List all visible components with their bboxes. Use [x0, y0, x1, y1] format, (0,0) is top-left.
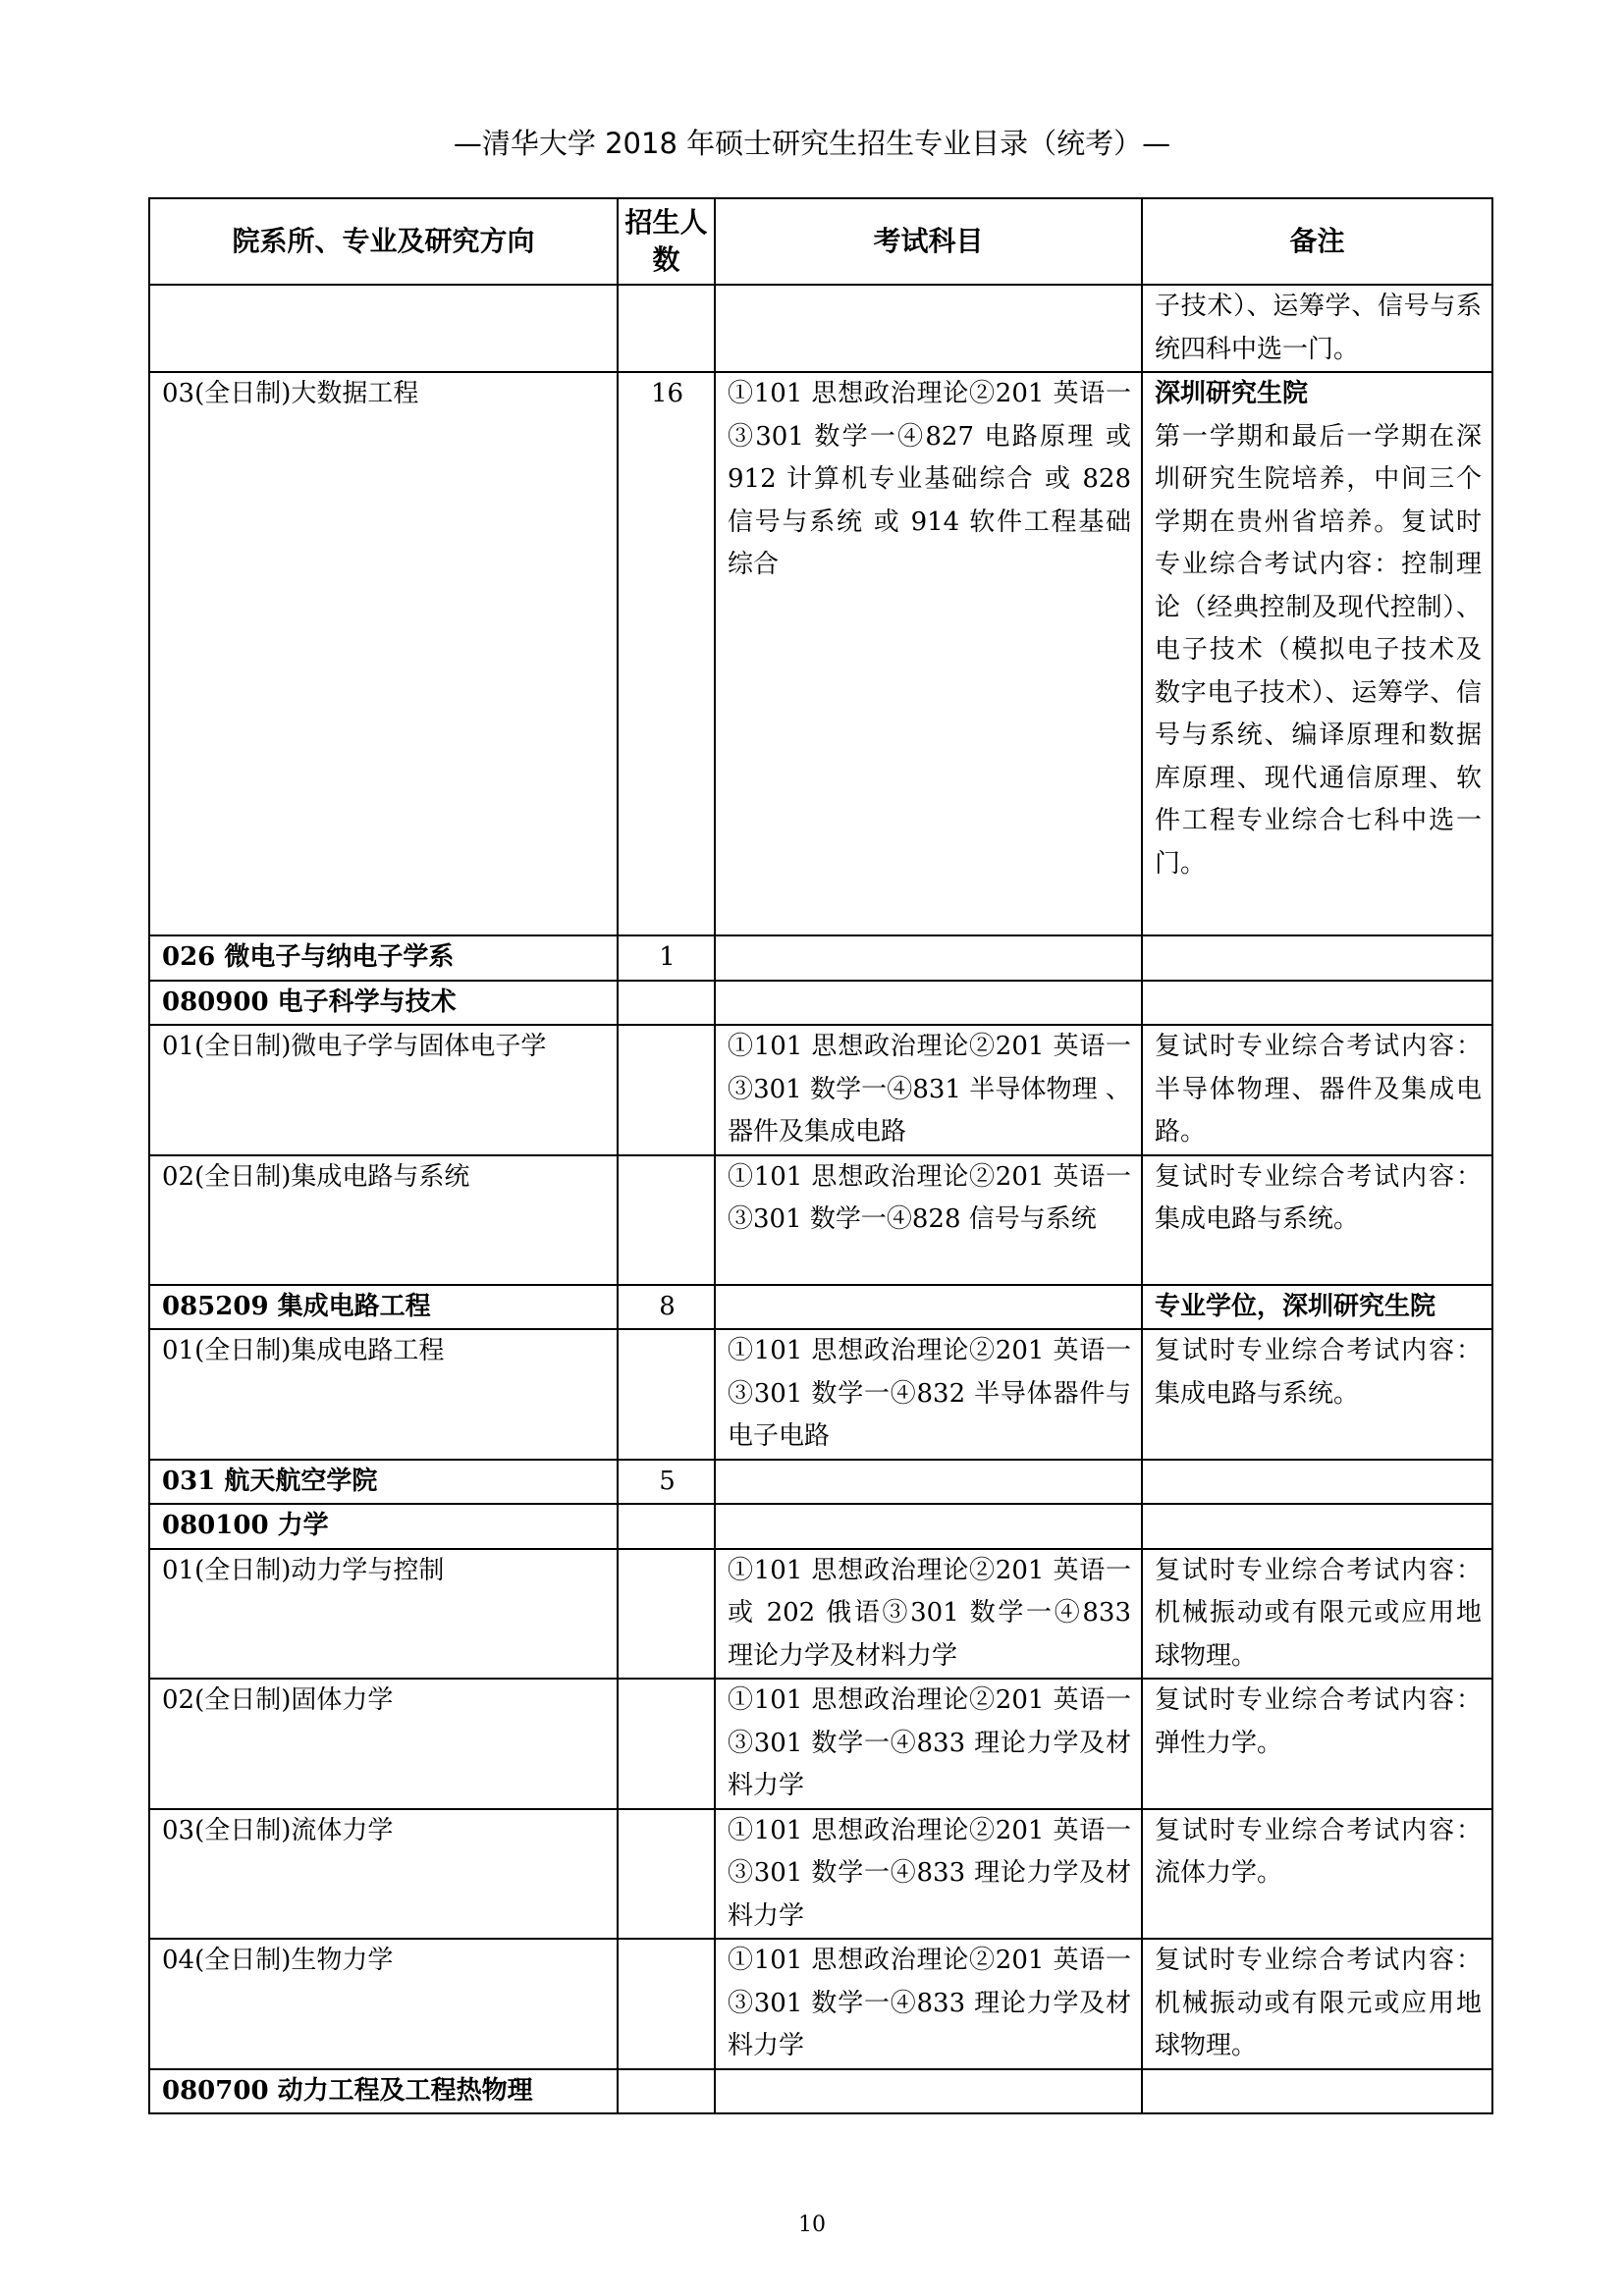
quota-cell	[618, 981, 715, 1026]
table-row	[149, 1549, 1492, 1680]
remark-text: 复试时专业综合考试内容：集成电路与系统。	[1155, 1336, 1482, 1409]
quota-cell: 8	[618, 1285, 715, 1330]
remark-title: 深圳研究生院	[1155, 379, 1309, 408]
remark-text: 第一学期和最后一学期在深圳研究生院培养，中间三个学期在贵州省培养。复试时专业综合考试内容：控制理论（经典控制及现代控制）、电子技术（模拟电子技术及数字电子技术）、运筹学、信号与系统、编译原理和数据库原理、现代通信原理、软件工程专业综合七科中选一门。	[1155, 421, 1482, 879]
exam-cell	[715, 2069, 1142, 2114]
department-cell: 03(全日制)大数据工程	[149, 372, 618, 935]
department-cell: 01(全日制)动力学与控制	[149, 1549, 618, 1680]
exam-cell: ①101 思想政治理论②201 英语一③301 数学一④833 理论力学及材料力学	[715, 1809, 1142, 1940]
remark-text: 复试时专业综合考试内容：集成电路与系统。	[1155, 1161, 1482, 1234]
quota-cell	[618, 1329, 715, 1460]
department-cell: 080700 动力工程及工程热物理	[149, 2069, 618, 2114]
remark-title: 专业学位，深圳研究生院	[1155, 1291, 1436, 1321]
department-cell: 01(全日制)集成电路工程	[149, 1329, 618, 1460]
remark-cell	[1142, 981, 1492, 1026]
exam-cell: ①101 思想政治理论②201 英语一③301 数学一④828 信号与系统	[715, 1155, 1142, 1285]
exam-cell	[715, 1460, 1142, 1505]
exam-cell: ①101 思想政治理论②201 英语一③301 数学一④832 半导体器件与电子电路	[715, 1329, 1142, 1460]
quota-cell	[618, 1549, 715, 1680]
remark-text: 复试时专业综合考试内容：弹性力学。	[1155, 1685, 1482, 1758]
exam-cell: ①101 思想政治理论②201 英语一③301 数学一④833 理论力学及材料力学	[715, 1679, 1142, 1809]
remark-text: 复试时专业综合考试内容：半导体物理、器件及集成电路。	[1155, 1032, 1482, 1147]
remark-cell	[1142, 1025, 1492, 1155]
remark-cell	[1142, 1460, 1492, 1505]
header-remarks: 备注	[1142, 198, 1492, 285]
remark-cell	[1142, 1285, 1492, 1330]
table-row	[149, 372, 1492, 935]
remark-cell	[1142, 1155, 1492, 1285]
remark-cell	[1142, 1809, 1492, 1940]
exam-cell	[715, 285, 1142, 372]
quota-cell	[618, 1504, 715, 1549]
table-row	[149, 1155, 1492, 1285]
table-row	[149, 1329, 1492, 1460]
department-cell: 080100 力学	[149, 1504, 618, 1549]
exam-cell: ①101 思想政治理论②201 英语一③301 数学一④827 电路原理 或 912 计算机专业基础综合 或 828 信号与系统 或 914 软件工程基础综合	[715, 372, 1142, 935]
department-cell: 04(全日制)生物力学	[149, 1939, 618, 2069]
remark-cell	[1142, 1504, 1492, 1549]
quota-cell	[618, 1809, 715, 1940]
exam-cell: ①101 思想政治理论②201 英语一③301 数学一④833 理论力学及材料力学	[715, 1939, 1142, 2069]
table-row	[149, 1679, 1492, 1809]
remark-cell	[1142, 935, 1492, 981]
department-cell: 03(全日制)流体力学	[149, 1809, 618, 1940]
table-row	[149, 981, 1492, 1026]
quota-cell: 16	[618, 372, 715, 935]
department-cell: 01(全日制)微电子学与固体电子学	[149, 1025, 618, 1155]
header-exam-subjects: 考试科目	[715, 198, 1142, 285]
table-row	[149, 285, 1492, 372]
department-cell: 02(全日制)固体力学	[149, 1679, 618, 1809]
quota-cell: 5	[618, 1460, 715, 1505]
table-row	[149, 1460, 1492, 1505]
quota-cell	[618, 1679, 715, 1809]
quota-cell	[618, 285, 715, 372]
remark-cell	[1142, 372, 1492, 935]
remark-cell	[1142, 1679, 1492, 1809]
department-cell: 02(全日制)集成电路与系统	[149, 1155, 618, 1285]
department-cell: 080900 电子科学与技术	[149, 981, 618, 1026]
remark-text: 子技术）、运筹学、信号与系统四科中选一门。	[1155, 292, 1482, 364]
table-row	[149, 1809, 1492, 1940]
table-header-row	[149, 198, 1492, 285]
quota-cell	[618, 1155, 715, 1285]
header-quota: 招生人数	[618, 198, 715, 285]
page-number: 10	[798, 2213, 826, 2237]
exam-cell: ①101 思想政治理论②201 英语一 或 202 俄语③301 数学一④833 理论力学及材料力学	[715, 1549, 1142, 1680]
exam-cell	[715, 981, 1142, 1026]
enrollment-catalog-table	[148, 197, 1493, 2114]
department-cell: 085209 集成电路工程	[149, 1285, 618, 1330]
table-row	[149, 1285, 1492, 1330]
quota-cell	[618, 2069, 715, 2114]
table-row	[149, 1504, 1492, 1549]
table-row	[149, 1025, 1492, 1155]
quota-cell	[618, 1939, 715, 2069]
exam-cell	[715, 1504, 1142, 1549]
remark-cell	[1142, 285, 1492, 372]
quota-cell	[618, 1025, 715, 1155]
remark-cell	[1142, 1329, 1492, 1460]
department-cell: 031 航天航空学院	[149, 1460, 618, 1505]
header-department: 院系所、专业及研究方向	[149, 198, 618, 285]
department-cell	[149, 285, 618, 372]
remark-cell	[1142, 1939, 1492, 2069]
quota-cell: 1	[618, 935, 715, 981]
table-row	[149, 2069, 1492, 2114]
exam-cell: ①101 思想政治理论②201 英语一③301 数学一④831 半导体物理 、器件及集成电路	[715, 1025, 1142, 1155]
remark-cell	[1142, 2069, 1492, 2114]
exam-cell	[715, 935, 1142, 981]
remark-cell	[1142, 1549, 1492, 1680]
table-row	[149, 1939, 1492, 2069]
exam-cell	[715, 1285, 1142, 1330]
page-title: —清华大学 2018 年硕士研究生招生专业目录（统考）—	[453, 127, 1171, 160]
remark-text: 复试时专业综合考试内容：机械振动或有限元或应用地球物理。	[1155, 1946, 1482, 2060]
department-cell: 026 微电子与纳电子学系	[149, 935, 618, 981]
remark-text: 复试时专业综合考试内容：机械振动或有限元或应用地球物理。	[1155, 1555, 1482, 1671]
table-row	[149, 935, 1492, 981]
remark-text: 复试时专业综合考试内容：流体力学。	[1155, 1815, 1482, 1888]
